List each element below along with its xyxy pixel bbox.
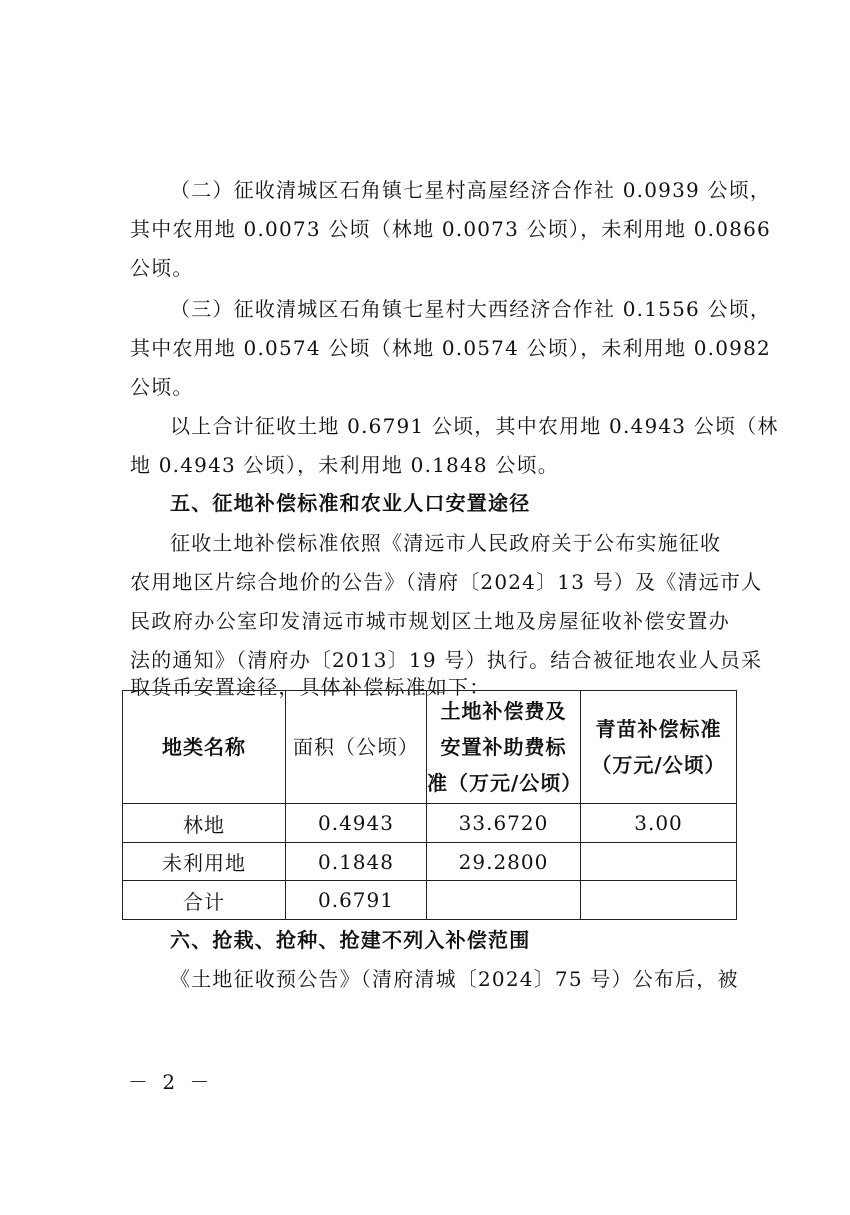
paragraph-line: 取货币安置途径，具体补偿标准如下： (130, 675, 491, 699)
header-area: 面积（公顷） (286, 691, 427, 804)
paragraph-line: （二）征收清城区石角镇七星村高屋经济合作社 0.0939 公顷， (170, 178, 772, 202)
header-land-type: 地类名称 (123, 691, 286, 804)
paragraph-line: 征收土地补偿标准依照《清远市人民政府关于公布实施征收 (170, 531, 722, 555)
cell-area: 0.6791 (286, 881, 427, 920)
cell-land-compensation: 29.2800 (427, 843, 581, 881)
paragraph-line: 农用地区片综合地价的公告》（清府〔2024〕13 号）及《清远市人 (130, 570, 763, 594)
cell-area: 0.4943 (286, 804, 427, 843)
paragraph-line: 以上合计征收土地 0.6791 公顷，其中农用地 0.4943 公顷（林 (170, 414, 779, 438)
table-row (123, 843, 737, 881)
paragraph-line: 地 0.4943 公顷），未利用地 0.1848 公顷。 (130, 453, 559, 477)
paragraph-line: 民政府办公室印发清远市城市规划区土地及房屋征收补偿安置办 (130, 609, 730, 633)
paragraph-line: （三）征收清城区石角镇七星村大西经济合作社 0.1556 公顷， (170, 297, 772, 321)
section-heading: 五、征地补偿标准和农业人口安置途径 (170, 491, 531, 515)
paragraph-line: 法的通知》（清府办〔2013〕19 号）执行。结合被征地农业人员采 (130, 648, 763, 672)
cell-land-type: 合计 (123, 881, 286, 920)
table-row (123, 804, 737, 843)
cell-area: 0.1848 (286, 843, 427, 881)
paragraph-line: 《土地征收预公告》（清府清城〔2024〕75 号）公布后，被 (170, 967, 739, 991)
cell-crop-compensation (581, 843, 737, 881)
section-heading: 六、抢栽、抢种、抢建不列入补偿范围 (170, 928, 531, 952)
cell-land-type: 未利用地 (123, 843, 286, 881)
paragraph-line: 其中农用地 0.0073 公顷（林地 0.0073 公顷），未利用地 0.0866 (130, 217, 771, 241)
cell-crop-compensation (581, 881, 737, 920)
cell-land-type: 林地 (123, 804, 286, 843)
table-row (123, 881, 737, 920)
paragraph-line: 公顷。 (130, 256, 194, 280)
paragraph-line: 公顷。 (130, 375, 194, 399)
table-header-row (123, 691, 737, 804)
cell-land-compensation (427, 881, 581, 920)
page-number: － 2 － (128, 1070, 214, 1094)
cell-land-compensation: 33.6720 (427, 804, 581, 843)
header-crop-compensation: 青苗补偿标准 （万元/公顷） (581, 691, 737, 804)
paragraph-line: 其中农用地 0.0574 公顷（林地 0.0574 公顷），未利用地 0.0982 (130, 336, 771, 360)
header-land-compensation: 土地补偿费及 安置补助费标 准（万元/公顷） (427, 691, 581, 804)
cell-crop-compensation: 3.00 (581, 804, 737, 843)
compensation-table (122, 690, 737, 920)
